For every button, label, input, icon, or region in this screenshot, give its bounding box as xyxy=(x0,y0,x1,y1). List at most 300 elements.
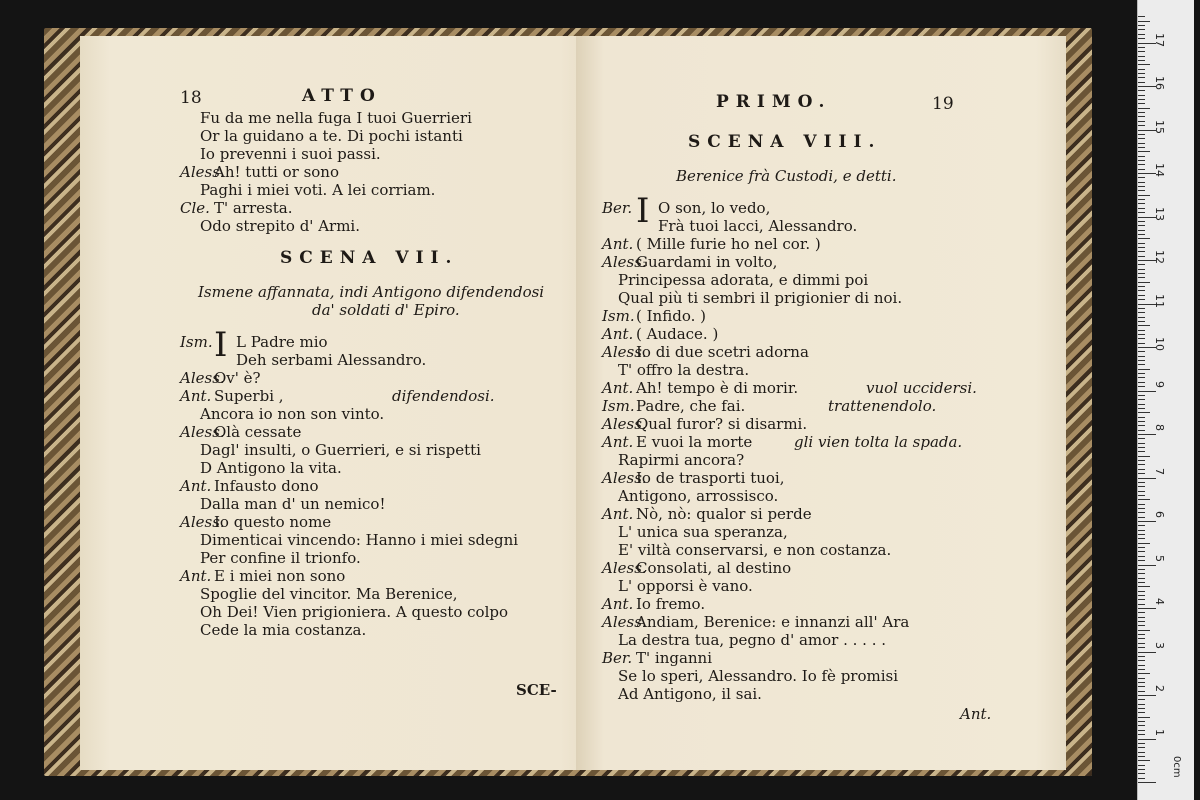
ruler-tick xyxy=(1138,351,1145,352)
speaker: Aless. xyxy=(180,423,225,441)
ruler-tick xyxy=(1138,665,1145,666)
ruler-tick xyxy=(1138,25,1145,26)
speech-line xyxy=(602,236,821,253)
ruler-tick xyxy=(1138,582,1145,583)
speech-line xyxy=(180,370,261,387)
ruler-tick xyxy=(1138,538,1145,539)
ruler-tick xyxy=(1138,504,1145,505)
ruler-tick xyxy=(1138,321,1145,322)
ruler-tick xyxy=(1138,234,1145,235)
text-line: Antigono, arrossisco. xyxy=(618,487,779,505)
ruler-tick xyxy=(1138,551,1145,552)
speech-line xyxy=(602,416,807,433)
ruler-tick xyxy=(1138,617,1145,618)
speech-line xyxy=(602,596,705,613)
text-line: Spoglie del vincitor. Ma Berenice, xyxy=(200,585,458,603)
ruler-number: 11 xyxy=(1153,293,1166,308)
text-line: Qual più ti sembri il prigionier di noi. xyxy=(618,289,903,307)
ruler-tick xyxy=(1138,251,1145,252)
ruler-tick xyxy=(1138,591,1145,592)
ruler-tick xyxy=(1138,73,1145,74)
speaker: Ant. xyxy=(602,595,634,613)
ruler-tick xyxy=(1138,143,1145,144)
speech-text: Ah! tutti or sono xyxy=(214,163,339,181)
ruler-number: 2 xyxy=(1153,685,1166,692)
speech-line xyxy=(602,506,812,523)
speech-line xyxy=(180,568,345,585)
text-line: Fu da me nella fuga I tuoi Guerrieri xyxy=(200,109,472,127)
ruler-tick xyxy=(1138,730,1145,731)
ruler-tick xyxy=(1138,765,1145,766)
ruler-tick xyxy=(1138,16,1145,17)
ruler-tick xyxy=(1138,295,1145,296)
ruler-tick xyxy=(1138,51,1145,52)
speaker: Aless. xyxy=(602,343,647,361)
speech-line xyxy=(602,434,752,451)
ruler-tick xyxy=(1138,782,1156,783)
speech-text: Consolati, al destino xyxy=(636,559,792,577)
ruler-tick xyxy=(1138,547,1145,548)
ruler-tick xyxy=(1138,60,1145,61)
text-line: La destra tua, pegno d' amor . . . . . xyxy=(618,631,887,649)
ruler-tick xyxy=(1138,417,1145,418)
ruler-tick xyxy=(1138,721,1145,722)
ruler-tick xyxy=(1138,364,1145,365)
ruler-tick xyxy=(1138,195,1150,196)
speech-line xyxy=(602,380,798,397)
speaker: Aless. xyxy=(602,469,647,487)
speech-text: T' arresta. xyxy=(214,199,293,217)
ruler-tick xyxy=(1138,95,1145,96)
ruler-tick xyxy=(1138,56,1145,57)
text-line: Se lo speri, Alessandro. Io fè promisi xyxy=(618,667,899,685)
ruler-tick xyxy=(1138,456,1150,457)
text-line: Cede la mia costanza. xyxy=(200,621,367,639)
ruler-tick xyxy=(1138,64,1150,65)
ruler-tick xyxy=(1138,460,1145,461)
ruler-tick xyxy=(1138,317,1145,318)
speech-line xyxy=(602,344,809,361)
measuring-ruler xyxy=(1137,0,1194,800)
ruler-tick xyxy=(1138,491,1145,492)
speech-text: Io di due scetri adorna xyxy=(636,343,809,361)
speaker: Ber. xyxy=(602,649,633,667)
ruler-tick xyxy=(1138,212,1145,213)
text-line: T' offro la destra. xyxy=(618,361,750,379)
text-line: L' opporsi è vano. xyxy=(618,577,753,595)
ruler-number: 17 xyxy=(1153,32,1166,47)
speech-text: Padre, che fai. xyxy=(636,397,746,415)
ruler-tick xyxy=(1138,517,1145,518)
speech-text: ( Audace. ) xyxy=(636,325,719,343)
ruler-tick xyxy=(1138,156,1145,157)
text-line: Per confine il trionfo. xyxy=(200,549,361,567)
ruler-tick xyxy=(1138,34,1145,35)
speech-text: Nò, nò: qualor si perde xyxy=(636,505,812,523)
ruler-tick xyxy=(1138,560,1145,561)
ruler-tick xyxy=(1138,369,1150,370)
speaker: Ant. xyxy=(602,505,634,523)
ruler-tick xyxy=(1138,778,1145,779)
ruler-tick xyxy=(1138,743,1145,744)
ruler-tick xyxy=(1138,569,1145,570)
speech-text: Io questo nome xyxy=(214,513,332,531)
ruler-tick xyxy=(1138,230,1145,231)
drop-cap: I xyxy=(214,325,228,365)
ruler-tick xyxy=(1138,769,1145,770)
speech-line xyxy=(602,470,785,487)
text-line: Deh serbami Alessandro. xyxy=(236,351,427,369)
speech-text: E vuoi la morte xyxy=(636,433,753,451)
ruler-tick xyxy=(1138,578,1145,579)
scene-description: da' soldati d' Epiro. xyxy=(312,301,460,319)
speaker: Aless. xyxy=(602,253,647,271)
ruler-tick xyxy=(1138,525,1145,526)
text-line: Odo strepito d' Armi. xyxy=(200,217,360,235)
ruler-tick xyxy=(1138,264,1145,265)
ruler-tick xyxy=(1138,621,1145,622)
text-line: Frà tuoi lacci, Alessandro. xyxy=(658,217,858,235)
ruler-tick xyxy=(1138,121,1145,122)
ruler-tick xyxy=(1138,356,1145,357)
speaker: Aless. xyxy=(180,163,225,181)
ruler-tick xyxy=(1138,273,1145,274)
ruler-tick xyxy=(1138,595,1145,596)
ruler-tick xyxy=(1138,90,1145,91)
ruler-tick xyxy=(1138,312,1145,313)
ruler-tick xyxy=(1138,686,1145,687)
text-line: Rapirmi ancora? xyxy=(618,451,745,469)
text-line: Dalla man d' un nemico! xyxy=(200,495,386,513)
speech-line xyxy=(602,308,706,325)
ruler-unit-label: 0cm xyxy=(1171,756,1182,778)
speech-text: ( Mille furie ho nel cor. ) xyxy=(636,235,821,253)
ruler-tick xyxy=(1138,643,1145,644)
ruler-tick xyxy=(1138,38,1145,39)
ruler-tick xyxy=(1138,608,1156,609)
ruler-tick xyxy=(1138,495,1145,496)
speaker: Aless. xyxy=(180,369,225,387)
speaker: Aless. xyxy=(180,513,225,531)
text-line: Io prevenni i suoi passi. xyxy=(200,145,381,163)
text-line: Dagl' insulti, o Guerrieri, e si rispetti xyxy=(200,441,481,459)
catchword: Ant. xyxy=(960,705,992,723)
speaker: Ism. xyxy=(602,397,635,415)
speaker: Ant. xyxy=(602,235,634,253)
ruler-tick xyxy=(1138,512,1145,513)
ruler-tick xyxy=(1138,290,1145,291)
speech-line xyxy=(602,560,791,577)
ruler-tick xyxy=(1138,147,1145,148)
ruler-tick xyxy=(1138,447,1145,448)
speech-text: Olà cessate xyxy=(214,423,302,441)
speaker: Ant. xyxy=(180,387,212,405)
ruler-tick xyxy=(1138,286,1145,287)
ruler-tick xyxy=(1138,543,1150,544)
speech-text: T' inganni xyxy=(636,649,713,667)
speech-text: E i miei non sono xyxy=(214,567,346,585)
text-line: Oh Dei! Vien prigioniera. A questo colpo xyxy=(200,603,509,621)
text-line: Paghi i miei voti. A lei corriam. xyxy=(200,181,436,199)
ruler-tick xyxy=(1138,421,1145,422)
ruler-tick xyxy=(1138,247,1145,248)
drop-cap: I xyxy=(636,191,650,231)
ruler-tick xyxy=(1138,652,1156,653)
text-line: O son, lo vedo, xyxy=(658,199,771,217)
ruler-number: 1 xyxy=(1153,728,1166,736)
ruler-tick xyxy=(1138,412,1150,413)
ruler-tick xyxy=(1138,425,1145,426)
ruler-tick xyxy=(1138,482,1145,483)
ruler-tick xyxy=(1138,399,1145,400)
ruler-number: 15 xyxy=(1153,119,1166,134)
text-line: Or la guidano a te. Di pochi istanti xyxy=(200,127,463,145)
ruler-tick xyxy=(1138,334,1145,335)
page-number-left: 18 xyxy=(180,88,202,108)
ruler-tick xyxy=(1138,151,1150,152)
speech-text: Io de trasporti tuoi, xyxy=(636,469,785,487)
ruler-number: 9 xyxy=(1153,380,1166,388)
text-line: Ad Antigono, il sai. xyxy=(618,685,762,703)
speech-line xyxy=(180,514,331,531)
speaker: Cle. xyxy=(180,199,210,217)
ruler-tick xyxy=(1138,773,1145,774)
ruler-tick xyxy=(1138,747,1145,748)
ruler-number: 12 xyxy=(1153,250,1166,264)
ruler-number: 16 xyxy=(1153,76,1166,90)
ruler-tick xyxy=(1138,612,1145,613)
ruler-tick xyxy=(1138,182,1145,183)
page-number-right: 19 xyxy=(932,94,954,114)
speech-text: Superbi , xyxy=(214,387,284,405)
ruler-number: 13 xyxy=(1153,206,1166,221)
right-page xyxy=(576,36,1066,770)
ruler-tick xyxy=(1138,386,1145,387)
ruler-tick xyxy=(1138,604,1145,605)
ruler-tick xyxy=(1138,656,1145,657)
ruler-number: 14 xyxy=(1153,163,1166,177)
speech-line xyxy=(602,326,718,343)
speech-text: Qual furor? si disarmi. xyxy=(636,415,808,433)
speaker: Aless. xyxy=(602,613,647,631)
ruler-tick xyxy=(1138,752,1145,753)
ruler-tick xyxy=(1138,499,1150,500)
ruler-tick xyxy=(1138,673,1150,674)
ruler-tick xyxy=(1138,712,1145,713)
ruler-tick xyxy=(1138,391,1156,392)
text-line: D Antigono la vita. xyxy=(200,459,342,477)
ruler-tick xyxy=(1138,682,1145,683)
ruler-tick xyxy=(1138,377,1145,378)
text-line: Principessa adorata, e dimmi poi xyxy=(618,271,869,289)
catchword: SCE- xyxy=(516,681,557,699)
book-cover-edge xyxy=(44,28,1092,776)
speech-line xyxy=(602,254,777,271)
speech-text: Ah! tempo è di morir. xyxy=(636,379,799,397)
speaker: Ism. xyxy=(180,333,213,351)
speech-line xyxy=(180,388,284,405)
text-line: L' unica sua speranza, xyxy=(618,523,788,541)
ruler-tick xyxy=(1138,373,1145,374)
text-line: L Padre mio xyxy=(236,333,328,351)
ruler-number: 8 xyxy=(1153,424,1166,431)
ruler-number: 3 xyxy=(1153,641,1166,649)
ruler-tick xyxy=(1138,138,1145,139)
ruler-tick xyxy=(1138,760,1150,761)
ruler-tick xyxy=(1138,134,1145,135)
ruler-tick xyxy=(1138,725,1145,726)
ruler-tick xyxy=(1138,434,1156,435)
ruler-tick xyxy=(1138,404,1145,405)
ruler-tick xyxy=(1138,638,1145,639)
ruler-tick xyxy=(1138,208,1145,209)
ruler-tick xyxy=(1138,360,1145,361)
ruler-tick xyxy=(1138,282,1150,283)
ruler-tick xyxy=(1138,739,1156,740)
ruler-tick xyxy=(1138,443,1145,444)
speech-text: Guardami in volto, xyxy=(636,253,778,271)
text-line: Dimenticai vincendo: Hanno i miei sdegni xyxy=(200,531,519,549)
ruler-tick xyxy=(1138,77,1145,78)
running-head-left: ATTO xyxy=(302,86,382,106)
ruler-tick xyxy=(1138,382,1145,383)
ruler-tick xyxy=(1138,647,1145,648)
ruler-tick xyxy=(1138,277,1145,278)
speaker: Aless. xyxy=(602,415,647,433)
ruler-number: 6 xyxy=(1153,511,1166,518)
speech-text: ( Infido. ) xyxy=(636,307,706,325)
ruler-tick xyxy=(1138,438,1145,439)
ruler-tick xyxy=(1138,508,1145,509)
ruler-number: 7 xyxy=(1153,467,1166,475)
ruler-tick xyxy=(1138,116,1145,117)
ruler-tick xyxy=(1138,21,1150,22)
speaker: Ant. xyxy=(180,477,212,495)
ruler-tick xyxy=(1138,556,1145,557)
speech-line xyxy=(602,650,712,667)
ruler-tick xyxy=(1138,486,1145,487)
ruler-tick xyxy=(1138,69,1145,70)
ruler-tick xyxy=(1138,530,1145,531)
ruler-tick xyxy=(1138,704,1145,705)
ruler-tick xyxy=(1138,708,1145,709)
ruler-tick xyxy=(1138,225,1145,226)
ruler-tick xyxy=(1138,243,1145,244)
ruler-tick xyxy=(1138,238,1150,239)
ruler-tick xyxy=(1138,125,1145,126)
ruler-tick xyxy=(1138,408,1145,409)
speaker: Ant. xyxy=(602,433,634,451)
ruler-tick xyxy=(1138,599,1145,600)
ruler-tick xyxy=(1138,343,1145,344)
ruler-tick xyxy=(1138,473,1145,474)
ruler-number: 4 xyxy=(1153,598,1166,605)
speech-line xyxy=(180,478,319,495)
ruler-tick xyxy=(1138,308,1145,309)
stage-direction: gli vien tolta la spada. xyxy=(794,433,963,451)
ruler-tick xyxy=(1138,691,1145,692)
ruler-tick xyxy=(1138,199,1145,200)
ruler-tick xyxy=(1138,160,1145,161)
scene-description: Berenice frà Custodi, e detti. xyxy=(676,167,897,185)
ruler-number: 10 xyxy=(1153,337,1166,351)
ruler-tick xyxy=(1138,430,1145,431)
ruler-tick xyxy=(1138,256,1145,257)
ruler-tick xyxy=(1138,734,1145,735)
ruler-tick xyxy=(1138,112,1145,113)
ruler-tick xyxy=(1138,269,1145,270)
stage-direction: trattenendolo. xyxy=(828,397,937,415)
ruler-tick xyxy=(1138,451,1145,452)
ruler-tick xyxy=(1138,325,1150,326)
ruler-tick xyxy=(1138,221,1145,222)
ruler-tick xyxy=(1138,695,1156,696)
ruler-tick xyxy=(1138,521,1156,522)
ruler-tick xyxy=(1138,660,1145,661)
ruler-tick xyxy=(1138,395,1145,396)
ruler-tick xyxy=(1138,699,1145,700)
speech-text: Infausto dono xyxy=(214,477,319,495)
speaker: Ber. xyxy=(602,199,633,217)
ruler-tick xyxy=(1138,625,1145,626)
stage-direction: difendendosi. xyxy=(392,387,495,405)
text-line: E' viltà conservarsi, e non costanza. xyxy=(618,541,892,559)
ruler-tick xyxy=(1138,469,1145,470)
ruler-tick xyxy=(1138,190,1145,191)
scene-title: SCENA VII. xyxy=(280,248,459,268)
speech-line xyxy=(602,614,909,631)
speech-line xyxy=(180,200,293,217)
ruler-tick xyxy=(1138,717,1150,718)
ruler-tick xyxy=(1138,177,1145,178)
left-page xyxy=(80,36,612,770)
speaker: Aless. xyxy=(602,559,647,577)
ruler-tick xyxy=(1138,478,1156,479)
ruler-tick xyxy=(1138,534,1145,535)
ruler-tick xyxy=(1138,565,1156,566)
speech-line xyxy=(180,424,301,441)
scene-title: SCENA VIII. xyxy=(688,132,882,152)
ruler-tick xyxy=(1138,103,1145,104)
ruler-tick xyxy=(1138,678,1145,679)
ruler-number: 5 xyxy=(1153,554,1166,562)
speech-text: Andiam, Berenice: e innanzi all' Ara xyxy=(636,613,910,631)
ruler-tick xyxy=(1138,630,1150,631)
speaker: Ant. xyxy=(602,379,634,397)
ruler-tick xyxy=(1138,99,1145,100)
ruler-tick xyxy=(1138,330,1145,331)
ruler-tick xyxy=(1138,82,1145,83)
ruler-tick xyxy=(1138,29,1145,30)
speaker: Ant. xyxy=(602,325,634,343)
speech-text: Ov' è? xyxy=(214,369,261,387)
text-line: Ancora io non son vinto. xyxy=(200,405,385,423)
ruler-tick xyxy=(1138,573,1145,574)
ruler-tick xyxy=(1138,169,1145,170)
ruler-tick xyxy=(1138,299,1145,300)
running-head-right: PRIMO. xyxy=(716,92,832,112)
ruler-tick xyxy=(1138,108,1150,109)
speaker: Ism. xyxy=(602,307,635,325)
ruler-tick xyxy=(1138,47,1145,48)
speaker: Ant. xyxy=(180,567,212,585)
speech-text: Io fremo. xyxy=(636,595,706,613)
ruler-tick xyxy=(1138,186,1145,187)
ruler-tick xyxy=(1138,586,1150,587)
stage-direction: vuol uccidersi. xyxy=(866,379,977,397)
scene-description: Ismene affannata, indi Antigono difendendosi xyxy=(198,283,545,301)
ruler-tick xyxy=(1138,203,1145,204)
